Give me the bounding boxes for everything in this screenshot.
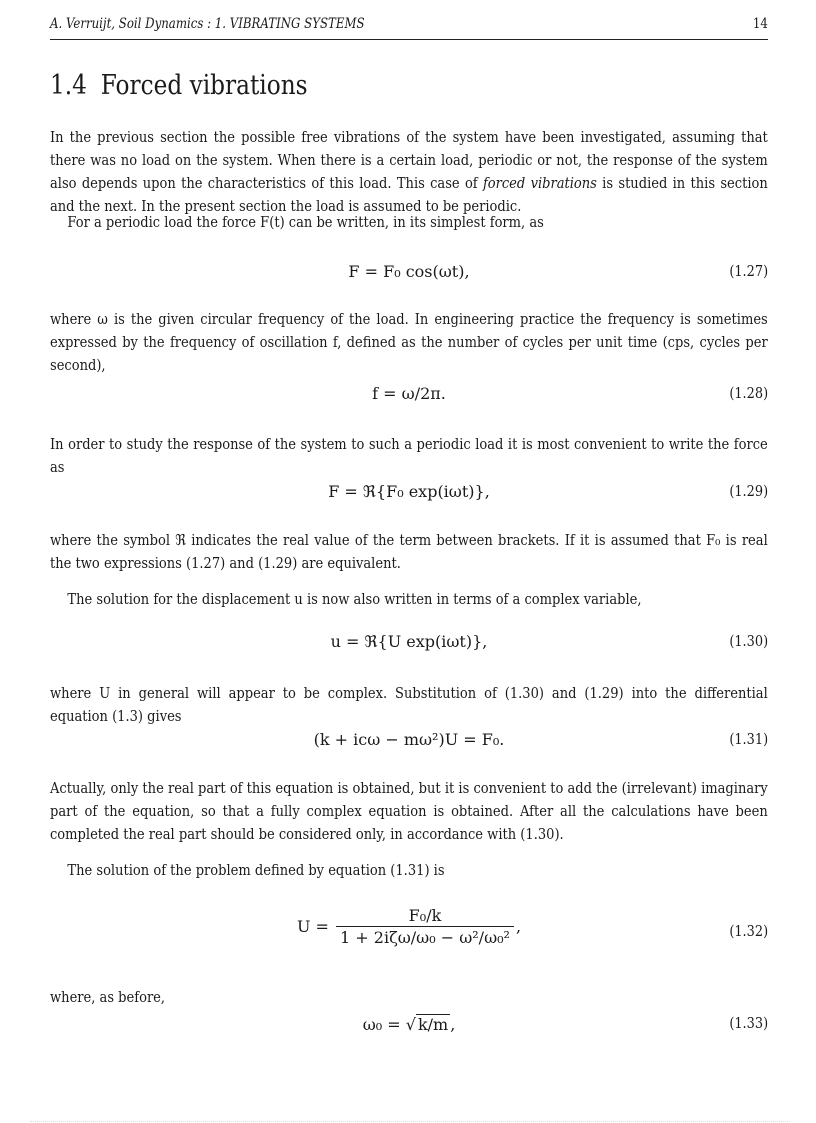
paragraph-4: In order to study the response of the system to such a periodic load it is most convenient to write the force as	[50, 435, 768, 476]
equation-1-31	[50, 730, 768, 760]
equation-body: f = ω/2π.	[372, 384, 446, 403]
equation-fraction	[336, 906, 514, 949]
page-bottom-border	[30, 1121, 790, 1122]
paragraph-1-text-a: In the previous section the possible free vibrations of the system have been investigated, assuming that there was no load on the system. When there is a certain load, periodic or not, the response of the system also depends upon the characteristics of this load. This case of	[50, 128, 768, 192]
equation-1-30	[50, 632, 768, 662]
paragraph-1	[50, 126, 768, 218]
paragraph-7: where U in general will appear to be complex. Substitution of (1.30) and (1.29) into the differential equation (1.3) gives	[50, 684, 768, 725]
equation-1-27	[50, 262, 768, 292]
fraction-denominator: 1 + 2iζω/ω₀ − ω²/ω₀²	[340, 928, 510, 947]
equation-tail: ,	[515, 917, 522, 936]
running-header	[50, 14, 768, 36]
equation-1-29	[50, 482, 768, 512]
equation-body	[50, 906, 768, 949]
sqrt-radicand: k/m	[417, 1015, 449, 1034]
equation-1-32	[50, 906, 768, 964]
page-number: 14	[753, 16, 768, 32]
paragraph-2: For a periodic load the force F(t) can be written, in its simplest form, as	[67, 213, 544, 231]
equation-1-33	[50, 1014, 768, 1044]
paragraph-1-text-b: is studied in this section and the next. In the present section the load is assumed to be periodic.	[50, 174, 768, 215]
equation-body: F = ℜ{F₀ exp(iωt)},	[328, 482, 490, 501]
equation-number: (1.33)	[729, 1014, 768, 1032]
equation-body: u = ℜ{U exp(iωt)},	[330, 632, 488, 651]
equation-number: (1.28)	[729, 384, 768, 402]
paragraph-8: Actually, only the real part of this equation is obtained, but it is convenient to add the (irrelevant) imaginary part of the equation, so that a fully complex equation is obtained. After all the calculations have been completed the real part should be considered only, in accordance with (1.30).	[50, 779, 768, 843]
fraction-numerator: F₀/k	[336, 906, 514, 927]
running-title: A. Verruijt, Soil Dynamics : 1. VIBRATING SYSTEMS	[50, 16, 365, 32]
section-heading	[50, 70, 308, 101]
equation-number: (1.27)	[729, 262, 768, 280]
sqrt-sign: √	[405, 1015, 416, 1034]
equation-body: (k + icω − mω²)U = F₀.	[313, 730, 505, 749]
equation-number: (1.30)	[729, 632, 768, 650]
section-number: 1.4	[50, 70, 87, 101]
equation-1-28	[50, 384, 768, 414]
equation-body	[50, 1014, 768, 1034]
equation-tail: ,	[450, 1015, 456, 1034]
equation-lhs: ω₀ =	[362, 1015, 401, 1034]
equation-body: F = F₀ cos(ωt),	[348, 262, 470, 281]
equation-lhs: U =	[296, 917, 329, 936]
equation-number: (1.29)	[729, 482, 768, 500]
section-title: Forced vibrations	[100, 70, 308, 101]
equation-number: (1.31)	[729, 730, 768, 748]
paragraph-10: where, as before,	[50, 988, 166, 1006]
paragraph-9: The solution of the problem defined by equation (1.31) is	[67, 861, 445, 879]
header-rule	[50, 39, 768, 40]
paragraph-3: where ω is the given circular frequency of the load. In engineering practice the frequency is sometimes expressed by the frequency of oscillation f, defined as the number of cycles per unit time (cps, cycles per second),	[50, 310, 768, 374]
equation-number: (1.32)	[729, 922, 768, 940]
paragraph-1-emphasis: forced vibrations	[482, 174, 597, 192]
paragraph-6: The solution for the displacement u is now also written in terms of a complex variable,	[67, 590, 642, 608]
paragraph-5: where the symbol ℜ indicates the real value of the term between brackets. If it is assumed that F₀ is real the two expressions (1.27) and (1.29) are equivalent.	[50, 531, 768, 572]
